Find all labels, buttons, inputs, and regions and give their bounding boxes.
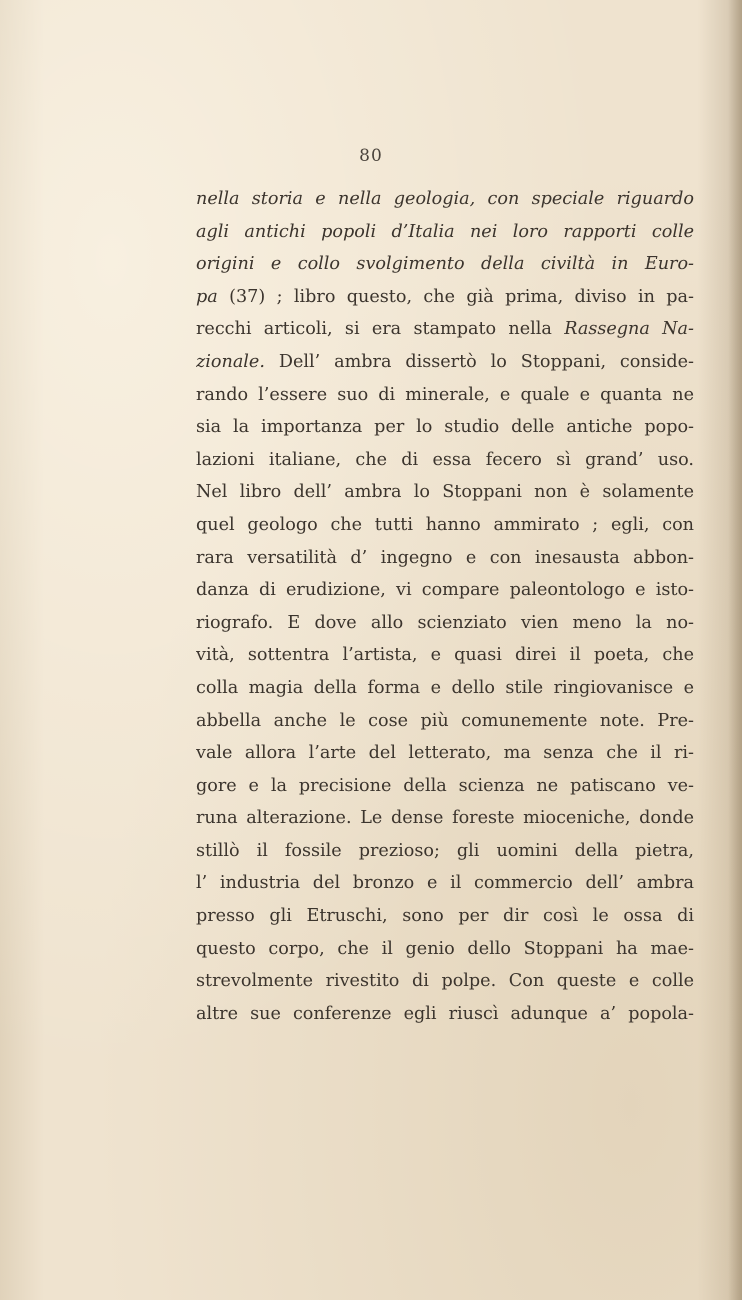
text-line	[196, 933, 694, 966]
text-segment: colla magia della forma e dello stile ringiovanisce e	[196, 677, 694, 698]
text-line	[196, 411, 694, 444]
text-segment: vità, sottentra l’artista, e quasi direi il poeta, che	[196, 645, 694, 666]
italic-text: nella storia e nella geologia, con speciale riguardo	[196, 189, 694, 209]
text-segment: questo corpo, che il genio dello Stoppani ha mae-	[196, 938, 694, 959]
text-segment: quel geologo che tutti hanno ammirato ; egli, con	[196, 514, 694, 535]
text-segment: Nel libro dell’ ambra lo Stoppani non è solamente	[196, 482, 694, 503]
text-line	[196, 248, 694, 281]
text-line	[196, 639, 694, 672]
text-segment: rara versatilità d’ ingegno e con inesausta abbon-	[196, 547, 694, 568]
text-line	[196, 770, 694, 803]
text-line	[196, 737, 694, 770]
text-segment: (37) ; libro questo, che già prima, diviso in pa-	[217, 286, 694, 307]
text-segment: strevolmente rivestito di polpe. Con queste e colle	[196, 971, 694, 992]
text-segment: rando l’essere suo di minerale, e quale e quanta ne	[196, 384, 694, 405]
text-segment: altre sue conferenze egli riuscì adunque a’ popola-	[196, 1003, 694, 1024]
italic-text: pa	[196, 286, 218, 307]
italic-text: origini e collo svolgimento della civiltà in Euro-	[196, 254, 694, 275]
text-line	[196, 444, 694, 477]
text-line	[196, 900, 694, 933]
text-line	[196, 867, 694, 900]
text-line	[196, 313, 694, 346]
text-line	[196, 802, 694, 835]
text-segment: sia la importanza per lo studio delle antiche popo-	[196, 417, 694, 438]
text-line	[196, 607, 694, 640]
text-line	[196, 346, 694, 379]
text-line	[196, 476, 694, 509]
text-line	[196, 542, 694, 575]
text-segment: l’ industria del bronzo e il commercio dell’ ambra	[196, 873, 694, 894]
text-segment: Dell’ ambra dissertò lo Stoppani, conside-	[264, 351, 694, 372]
text-segment: riografo. E dove allo scienziato vien meno la no-	[196, 612, 694, 633]
italic-text: agli antichi popoli d’Italia nei loro rapporti colle	[196, 221, 694, 242]
text-segment: runa alterazione. Le dense foreste mioceniche, donde	[196, 808, 694, 829]
text-line	[196, 574, 694, 607]
text-line	[196, 672, 694, 705]
text-line	[196, 509, 694, 542]
italic-text: zionale.	[196, 351, 265, 372]
text-line	[196, 998, 694, 1031]
text-segment: danza di erudizione, vi compare paleontologo e isto-	[196, 580, 694, 601]
text-line	[196, 965, 694, 998]
page-edge-shadow	[728, 0, 742, 1300]
body-text	[196, 183, 694, 1030]
text-segment: presso gli Etruschi, sono per dir così le ossa di	[196, 906, 694, 927]
text-line	[196, 705, 694, 738]
text-line	[196, 216, 694, 249]
text-segment: vale allora l’arte del letterato, ma senza che il ri-	[196, 743, 694, 764]
text-line	[196, 281, 694, 314]
page-number: 80	[359, 146, 383, 166]
text-line	[196, 183, 694, 216]
text-segment: recchi articoli, si era stampato nella	[196, 319, 565, 340]
text-segment: abbella anche le cose più comunemente note. Pre-	[196, 710, 694, 731]
text-segment: gore e la precisione della scienza ne patiscano ve-	[196, 775, 694, 796]
text-line	[196, 379, 694, 412]
text-segment: lazioni italiane, che di essa fecero sì grand’ uso.	[196, 449, 694, 470]
text-segment: stillò il fossile prezioso; gli uomini della pietra,	[196, 840, 694, 861]
text-line	[196, 835, 694, 868]
italic-text: Rassegna Na-	[564, 319, 694, 340]
